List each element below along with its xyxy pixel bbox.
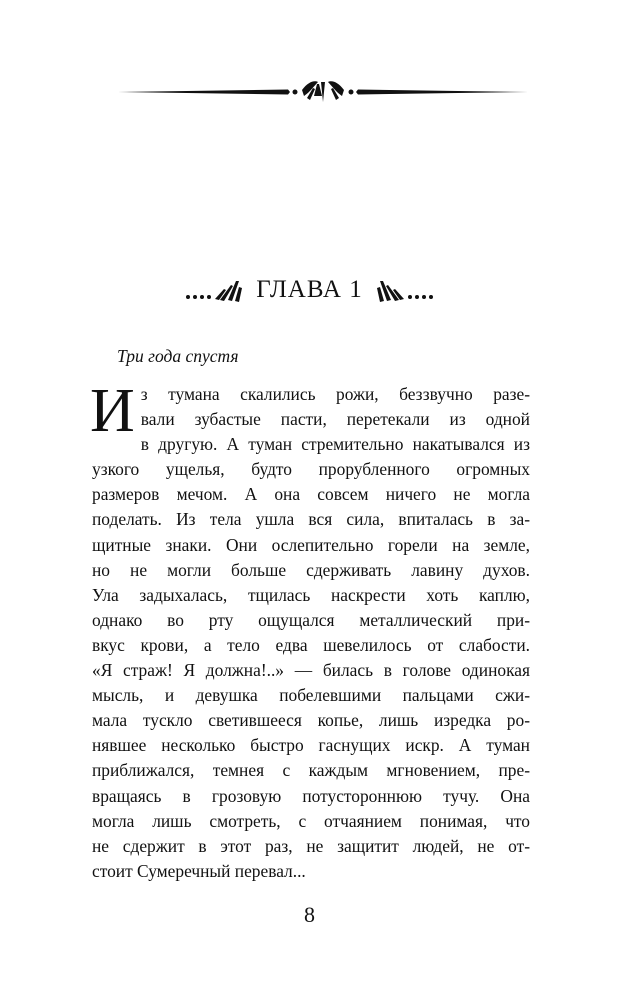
- chapter-body: [90, 377, 530, 884]
- chapter-title: ГЛАВА 1: [256, 276, 363, 303]
- ornamental-divider-icon: [118, 72, 528, 112]
- text-line: размеров мечом. А она совсем ничего не могла: [92, 484, 530, 505]
- text-line: узкого ущелья, будто прорубленного огромных: [92, 459, 530, 480]
- text-line: не сдержит в этот раз, не защитит людей, не от-: [92, 835, 530, 856]
- text-line: вали зубастые пасти, перетекали из одной: [140, 409, 530, 430]
- text-line: нявшее несколько быстро гаснущих искр. А туман: [92, 735, 530, 756]
- text-line: Ула задыхалась, тщилась наскрести хоть каплю,: [92, 584, 530, 605]
- text-line: з тумана скалились рожи, беззвучно разе-: [140, 384, 530, 404]
- text-line: поделать. Из тела ушла вся сила, впиталась в за-: [92, 509, 530, 530]
- text-line: «Я страж! Я должна!..» — билась в голове одинокая: [92, 660, 530, 681]
- text-line: однако во рту ощущался металлический при-: [92, 609, 530, 630]
- flourish-left-icon: [184, 275, 242, 305]
- text-line: мысль, и девушка побелевшими пальцами сжи-: [92, 685, 530, 706]
- flourish-right-icon: [377, 275, 435, 305]
- drop-cap: И: [90, 377, 135, 445]
- page-number: 8: [304, 902, 315, 927]
- text-line: вращаясь в грозовую потустороннюю тучу. Она: [92, 785, 530, 806]
- text-line: но не могли больше сдерживать лавину духов.: [92, 559, 530, 580]
- text-line: щитные знаки. Они ослепительно горели на земле,: [92, 534, 530, 555]
- text-line: мала тускло светившееся копье, лишь изредка ро-: [92, 710, 530, 731]
- text-line: стоит Сумеречный перевал...: [92, 860, 306, 881]
- text-line: вкус крови, а тело едва шевелилось от слабости.: [92, 634, 530, 655]
- text-line: могла лишь смотреть, с отчаянием понимая, что: [92, 810, 530, 831]
- text-line: приближался, темнея с каждым мгновением, пре-: [92, 760, 530, 781]
- text-line: в другую. А туман стремительно накатывался из: [140, 434, 530, 455]
- chapter-heading: [0, 272, 619, 308]
- chapter-subtitle: Три года спустя: [117, 346, 239, 366]
